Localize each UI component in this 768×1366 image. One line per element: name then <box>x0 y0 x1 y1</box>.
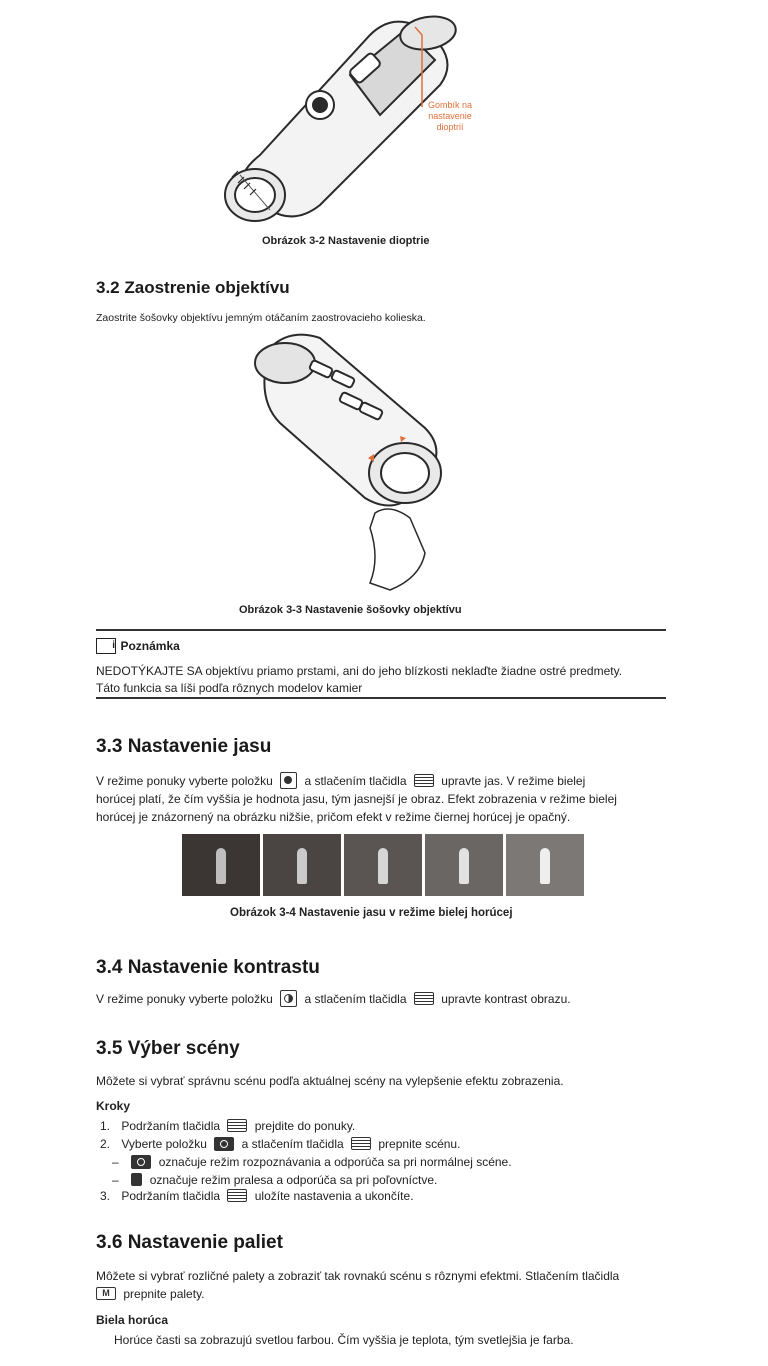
person-silhouette <box>540 848 550 884</box>
step-2-sub-1 <box>112 1153 512 1171</box>
step-2-number: 2. <box>100 1137 111 1151</box>
menu-button-icon <box>414 774 434 787</box>
note-bottom-rule <box>96 697 666 699</box>
section-3-5-intro: Môžete si vybrať správnu scénu podľa aktuálnej scény na vylepšenie efektu zobrazenia. <box>96 1074 564 1088</box>
white-hot-text: Horúce časti sa zobrazujú svetlou farbou. Čím vyššia je teplota, tým svetlejšia je farba. <box>114 1333 574 1347</box>
s34-text-a: V režime ponuky vyberte položku <box>96 992 273 1006</box>
step-1 <box>100 1117 355 1135</box>
note-top-rule <box>96 629 666 631</box>
section-3-2-heading: 3.2 Zaostrenie objektívu <box>96 278 290 297</box>
section-3-4-heading: 3.4 Nastavenie kontrastu <box>96 957 320 978</box>
brightness-thumbnail <box>344 834 422 896</box>
step-3-text-a: Podržaním tlačidla <box>121 1189 221 1203</box>
section-3-3-line-3: horúcej je znázornený na obrázku nižšie, pričom efekt v režime čiernej horúcej je opačný. <box>96 810 571 824</box>
brightness-thumbnail <box>506 834 584 896</box>
jungle-mode-icon <box>131 1173 142 1186</box>
steps-title: Kroky <box>96 1099 131 1113</box>
section-3-6-line-2 <box>96 1285 205 1303</box>
s34-text-c: upravte kontrast obrazu. <box>441 992 571 1006</box>
contrast-icon <box>280 990 297 1007</box>
step-2-text-b: a stlačením tlačidla <box>241 1137 344 1151</box>
note-title: Poznámka <box>120 638 180 653</box>
diopter-callout <box>418 100 482 133</box>
step-1-text-b: prejdite do ponuky. <box>254 1119 356 1133</box>
section-3-3-line-2: horúcej platí, že čím vyššia je hodnota jasu, tým jasnejší je obraz. Efekt zobrazenia v režime bielej <box>96 792 617 806</box>
section-3-3-line-1 <box>96 772 585 790</box>
step-2-text-c: prepnite scénu. <box>378 1137 461 1151</box>
note-line-2: Táto funkcia sa líši podľa rôznych modelov kamier <box>96 681 363 695</box>
callout-line-1: Gombík na <box>427 100 473 110</box>
step-3-number: 3. <box>100 1189 111 1203</box>
brightness-icon <box>280 772 297 789</box>
note-title-row <box>96 637 180 655</box>
s34-text-b: a stlačením tlačidla <box>304 992 407 1006</box>
s33-text-c: upravte jas. V režime bielej <box>441 774 586 788</box>
sub-1-text: označuje režim rozpoznávania a odporúča sa pri normálnej scéne. <box>158 1155 512 1169</box>
scene-eye-icon <box>214 1137 234 1151</box>
section-3-2-text: Zaostrite šošovky objektívu jemným otáčaním zaostrovacieho kolieska. <box>96 312 426 324</box>
person-silhouette <box>459 848 469 884</box>
step-1-number: 1. <box>100 1119 111 1133</box>
s33-text-b: a stlačením tlačidla <box>304 774 407 788</box>
section-3-6-heading: 3.6 Nastavenie paliet <box>96 1232 283 1253</box>
brightness-thumbnail <box>425 834 503 896</box>
dash: – <box>112 1155 119 1169</box>
step-1-text-a: Podržaním tlačidla <box>121 1119 221 1133</box>
menu-button-icon <box>414 992 434 1005</box>
s33-text-a: V režime ponuky vyberte položku <box>96 774 273 788</box>
menu-button-icon <box>351 1137 371 1150</box>
figure-3-4-caption: Obrázok 3-4 Nastavenie jasu v režime bielej horúcej <box>230 907 513 919</box>
note-icon: i <box>96 638 116 654</box>
white-hot-title: Biela horúca <box>96 1313 169 1327</box>
palette-button-icon: M <box>96 1287 116 1300</box>
sub-2-text: označuje režim pralesa a odporúča sa pri poľovníctve. <box>149 1173 438 1187</box>
section-3-5-heading: 3.5 Výber scény <box>96 1038 240 1059</box>
figure-3-3-caption: Obrázok 3-3 Nastavenie šošovky objektívu <box>239 604 462 616</box>
step-3-text-b: uložíte nastavenia a ukončíte. <box>254 1189 414 1203</box>
figure-3-2-caption: Obrázok 3-2 Nastavenie dioptrie <box>262 235 430 247</box>
person-silhouette <box>378 848 388 884</box>
step-2 <box>100 1135 460 1153</box>
section-3-3-heading: 3.3 Nastavenie jasu <box>96 736 272 757</box>
person-silhouette <box>216 848 226 884</box>
callout-line-2: nastavenie <box>428 111 472 121</box>
person-silhouette <box>297 848 307 884</box>
note-line-1: NEDOTÝKAJTE SA objektívu priamo prstami, ani do jeho blízkosti neklaďte žiadne ostré predmety. <box>96 664 623 678</box>
step-3 <box>100 1187 414 1205</box>
lens-focus-illustration <box>240 328 460 593</box>
brightness-thumbnail <box>182 834 260 896</box>
step-2-text-a: Vyberte položku <box>121 1137 207 1151</box>
section-3-6-line-1: Môžete si vybrať rozličné palety a zobraziť tak rovnakú scénu s rôznymi efektmi. Stlačením tlačidla <box>96 1269 620 1283</box>
dash: – <box>112 1173 119 1187</box>
s36-line-2-text: prepnite palety. <box>123 1287 205 1301</box>
recognition-mode-icon <box>131 1155 151 1169</box>
menu-button-icon <box>227 1119 247 1132</box>
brightness-thumbnail <box>263 834 341 896</box>
callout-line-3: dioptrií <box>436 122 464 132</box>
menu-button-icon <box>227 1189 247 1202</box>
section-3-4-line <box>96 990 571 1008</box>
